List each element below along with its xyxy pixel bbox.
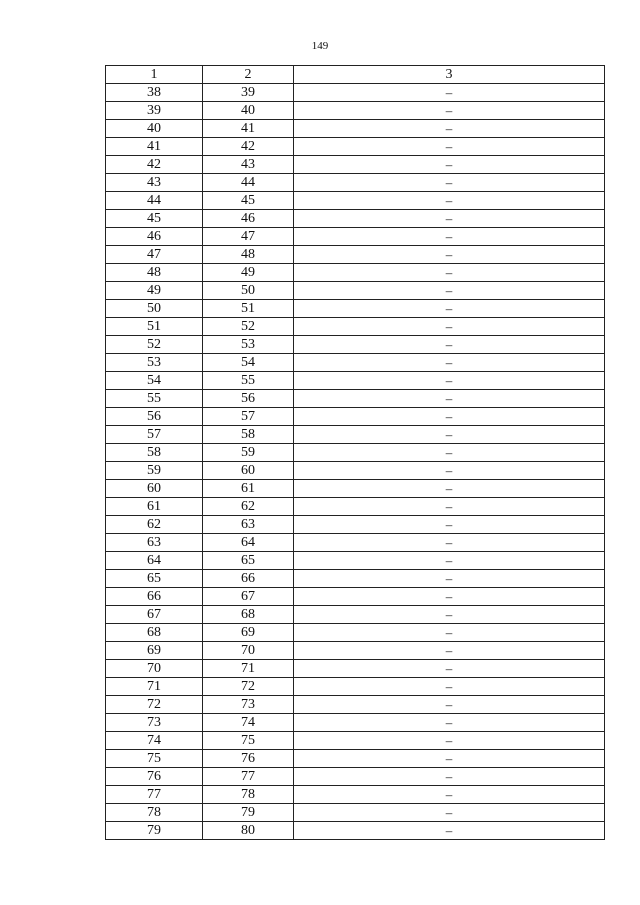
table-row (106, 588, 605, 606)
table-cell-col-1: 73 (106, 714, 203, 732)
data-table (105, 65, 605, 840)
table-row (106, 156, 605, 174)
table-cell-col-3: – (294, 588, 605, 606)
table-cell-col-3: – (294, 354, 605, 372)
table-cell-col-1: 78 (106, 804, 203, 822)
column-header-2: 2 (203, 66, 294, 84)
table-row (106, 498, 605, 516)
table-cell-col-1: 55 (106, 390, 203, 408)
table-row (106, 750, 605, 768)
table-cell-col-3: – (294, 120, 605, 138)
table-cell-col-1: 70 (106, 660, 203, 678)
table-cell-col-2: 69 (203, 624, 294, 642)
table-cell-col-2: 63 (203, 516, 294, 534)
table-cell-col-2: 74 (203, 714, 294, 732)
table-cell-col-1: 51 (106, 318, 203, 336)
table-cell-col-3: – (294, 264, 605, 282)
table-cell-col-3: – (294, 498, 605, 516)
table-cell-col-1: 66 (106, 588, 203, 606)
table-cell-col-3: – (294, 426, 605, 444)
table-cell-col-2: 46 (203, 210, 294, 228)
table-row (106, 228, 605, 246)
table-cell-col-1: 60 (106, 480, 203, 498)
table-row (106, 102, 605, 120)
table-header (106, 66, 605, 84)
table-cell-col-2: 70 (203, 642, 294, 660)
table-cell-col-1: 68 (106, 624, 203, 642)
table-cell-col-3: – (294, 156, 605, 174)
table-cell-col-1: 62 (106, 516, 203, 534)
table-cell-col-3: – (294, 444, 605, 462)
table-cell-col-2: 60 (203, 462, 294, 480)
table-cell-col-2: 41 (203, 120, 294, 138)
table-row (106, 318, 605, 336)
table-row (106, 246, 605, 264)
table-cell-col-1: 56 (106, 408, 203, 426)
table-cell-col-1: 48 (106, 264, 203, 282)
table-cell-col-2: 48 (203, 246, 294, 264)
table-cell-col-3: – (294, 192, 605, 210)
table-cell-col-1: 59 (106, 462, 203, 480)
table-cell-col-3: – (294, 174, 605, 192)
table-cell-col-2: 67 (203, 588, 294, 606)
table-row (106, 516, 605, 534)
table-cell-col-3: – (294, 372, 605, 390)
table-cell-col-1: 54 (106, 372, 203, 390)
table-cell-col-1: 47 (106, 246, 203, 264)
table-row (106, 804, 605, 822)
table-cell-col-1: 52 (106, 336, 203, 354)
column-header-1: 1 (106, 66, 203, 84)
table-cell-col-3: – (294, 282, 605, 300)
table-row (106, 174, 605, 192)
table-cell-col-2: 61 (203, 480, 294, 498)
table-row (106, 786, 605, 804)
table-cell-col-1: 75 (106, 750, 203, 768)
table-cell-col-2: 51 (203, 300, 294, 318)
table-cell-col-1: 44 (106, 192, 203, 210)
table-cell-col-2: 66 (203, 570, 294, 588)
table-cell-col-1: 43 (106, 174, 203, 192)
table-cell-col-2: 62 (203, 498, 294, 516)
table-cell-col-2: 68 (203, 606, 294, 624)
table-cell-col-1: 72 (106, 696, 203, 714)
table-cell-col-1: 40 (106, 120, 203, 138)
table-cell-col-3: – (294, 606, 605, 624)
column-header-3: 3 (294, 66, 605, 84)
table-body (106, 84, 605, 840)
table-cell-col-3: – (294, 624, 605, 642)
table-cell-col-2: 50 (203, 282, 294, 300)
table-cell-col-3: – (294, 768, 605, 786)
table-cell-col-1: 67 (106, 606, 203, 624)
table-cell-col-2: 58 (203, 426, 294, 444)
table-row (106, 678, 605, 696)
table-cell-col-1: 74 (106, 732, 203, 750)
table-cell-col-3: – (294, 750, 605, 768)
table-cell-col-1: 46 (106, 228, 203, 246)
table-row (106, 120, 605, 138)
table-cell-col-3: – (294, 570, 605, 588)
table-cell-col-3: – (294, 462, 605, 480)
table-row (106, 408, 605, 426)
table-cell-col-2: 78 (203, 786, 294, 804)
table-cell-col-3: – (294, 696, 605, 714)
table-cell-col-2: 45 (203, 192, 294, 210)
table-row (106, 372, 605, 390)
table-cell-col-2: 39 (203, 84, 294, 102)
table-cell-col-1: 61 (106, 498, 203, 516)
table-cell-col-2: 43 (203, 156, 294, 174)
table-row (106, 210, 605, 228)
table-cell-col-2: 73 (203, 696, 294, 714)
table-cell-col-2: 72 (203, 678, 294, 696)
table-cell-col-2: 79 (203, 804, 294, 822)
table-row (106, 606, 605, 624)
table-row (106, 480, 605, 498)
table-cell-col-3: – (294, 804, 605, 822)
table-cell-col-3: – (294, 642, 605, 660)
table-cell-col-2: 64 (203, 534, 294, 552)
table-cell-col-2: 75 (203, 732, 294, 750)
table-cell-col-2: 80 (203, 822, 294, 840)
table-row (106, 768, 605, 786)
table-cell-col-2: 65 (203, 552, 294, 570)
table-cell-col-3: – (294, 822, 605, 840)
table-cell-col-3: – (294, 516, 605, 534)
table-row (106, 696, 605, 714)
table-row (106, 264, 605, 282)
table-cell-col-3: – (294, 534, 605, 552)
table-row (106, 570, 605, 588)
table-cell-col-1: 76 (106, 768, 203, 786)
table-cell-col-2: 49 (203, 264, 294, 282)
table-row (106, 84, 605, 102)
table-cell-col-3: – (294, 660, 605, 678)
table-cell-col-3: – (294, 102, 605, 120)
table-cell-col-2: 54 (203, 354, 294, 372)
table-cell-col-1: 42 (106, 156, 203, 174)
table-row (106, 624, 605, 642)
table-row (106, 426, 605, 444)
table-cell-col-1: 63 (106, 534, 203, 552)
table-cell-col-2: 52 (203, 318, 294, 336)
table-row (106, 822, 605, 840)
table-row (106, 444, 605, 462)
table-cell-col-3: – (294, 408, 605, 426)
table-cell-col-2: 47 (203, 228, 294, 246)
table-cell-col-2: 44 (203, 174, 294, 192)
table-cell-col-2: 56 (203, 390, 294, 408)
table-row (106, 192, 605, 210)
table-row (106, 300, 605, 318)
table-cell-col-2: 77 (203, 768, 294, 786)
table-cell-col-1: 65 (106, 570, 203, 588)
table-cell-col-1: 64 (106, 552, 203, 570)
table-cell-col-1: 53 (106, 354, 203, 372)
table-row (106, 714, 605, 732)
table-cell-col-2: 76 (203, 750, 294, 768)
table-row (106, 462, 605, 480)
table-cell-col-1: 79 (106, 822, 203, 840)
header-row (106, 66, 605, 84)
table-row (106, 660, 605, 678)
table-cell-col-2: 40 (203, 102, 294, 120)
table-cell-col-1: 77 (106, 786, 203, 804)
table-cell-col-2: 55 (203, 372, 294, 390)
table-cell-col-2: 57 (203, 408, 294, 426)
table-cell-col-3: – (294, 84, 605, 102)
table-cell-col-3: – (294, 318, 605, 336)
table-row (106, 732, 605, 750)
table-cell-col-1: 39 (106, 102, 203, 120)
table-cell-col-3: – (294, 228, 605, 246)
table-cell-col-1: 58 (106, 444, 203, 462)
table-cell-col-3: – (294, 336, 605, 354)
table-cell-col-3: – (294, 732, 605, 750)
table-cell-col-2: 71 (203, 660, 294, 678)
table-row (106, 354, 605, 372)
table-cell-col-2: 42 (203, 138, 294, 156)
table-cell-col-3: – (294, 390, 605, 408)
table-cell-col-3: – (294, 786, 605, 804)
table-row (106, 390, 605, 408)
table-cell-col-3: – (294, 714, 605, 732)
table-row (106, 138, 605, 156)
table-cell-col-1: 49 (106, 282, 203, 300)
table-row (106, 552, 605, 570)
table-cell-col-3: – (294, 552, 605, 570)
table-cell-col-1: 38 (106, 84, 203, 102)
table-cell-col-1: 50 (106, 300, 203, 318)
table-cell-col-3: – (294, 300, 605, 318)
table-cell-col-2: 53 (203, 336, 294, 354)
page-number: 149 (311, 40, 329, 52)
table-row (106, 282, 605, 300)
table-cell-col-3: – (294, 138, 605, 156)
table-cell-col-3: – (294, 678, 605, 696)
table-cell-col-1: 69 (106, 642, 203, 660)
table-cell-col-1: 57 (106, 426, 203, 444)
table-cell-col-1: 45 (106, 210, 203, 228)
table-cell-col-1: 71 (106, 678, 203, 696)
table-cell-col-3: – (294, 480, 605, 498)
table-cell-col-3: – (294, 210, 605, 228)
table-cell-col-2: 59 (203, 444, 294, 462)
table-cell-col-1: 41 (106, 138, 203, 156)
table-row (106, 642, 605, 660)
table-cell-col-3: – (294, 246, 605, 264)
table-row (106, 336, 605, 354)
table-row (106, 534, 605, 552)
